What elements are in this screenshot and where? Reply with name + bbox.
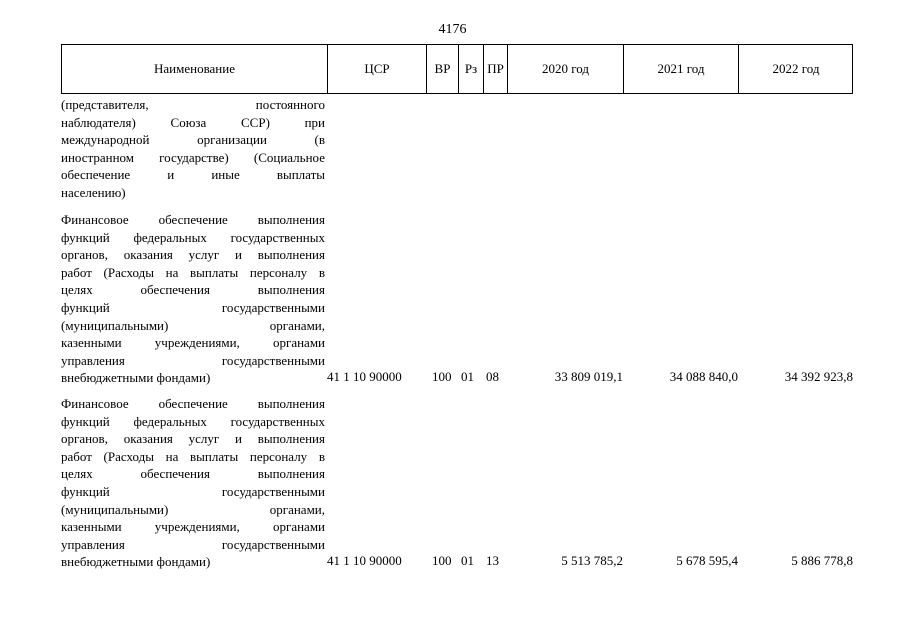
row-name (61, 211, 325, 387)
row-2020: 33 809 019,1 (554, 369, 623, 384)
name-line: внебюджетными фондами) (61, 554, 211, 570)
page-number: 4176 (438, 22, 467, 37)
row-2022: 5 886 778,8 (791, 553, 853, 568)
name-line: работ (Расходы на выплаты персоналу в (61, 264, 325, 280)
row-2021: 5 678 595,4 (676, 553, 738, 568)
name-line: целях обеспечения выполнения (61, 466, 325, 482)
name-line: управления государственными (61, 352, 325, 368)
row-2021: 34 088 840,0 (669, 369, 738, 384)
header-pr: ПР (484, 45, 508, 93)
name-line: целях обеспечения выполнения (61, 282, 325, 298)
name-line: казенными учреждениями, органами (61, 335, 325, 351)
row-2020: 5 513 785,2 (561, 553, 623, 568)
name-line: населению) (61, 184, 126, 200)
row-pr: 08 (486, 369, 499, 384)
row-csr: 41 1 10 90000 (327, 553, 402, 568)
name-line: Финансовое обеспечение выполнения (61, 396, 325, 411)
header-name: Наименование (62, 45, 328, 93)
name-line: функций федеральных государственных (61, 229, 325, 245)
row-rz: 01 (461, 553, 474, 568)
name-line: внебюджетными фондами) (61, 370, 211, 386)
name-line: Финансовое обеспечение выполнения (61, 212, 325, 227)
row-pr: 13 (486, 553, 499, 568)
header-csr: ЦСР (328, 45, 427, 93)
name-line: (муниципальными) органами, (61, 501, 325, 517)
row-name (61, 96, 325, 202)
name-line: международной организации (в (61, 132, 325, 148)
name-line: обеспечение и иные выплаты (61, 167, 325, 183)
row-2022: 34 392 923,8 (784, 369, 853, 384)
row-vr: 100 (432, 369, 452, 384)
name-line: наблюдателя) Союза ССР) при (61, 114, 325, 130)
header-2020: 2020 год (508, 45, 624, 93)
row-vr: 100 (432, 553, 452, 568)
name-line: функций федеральных государственных (61, 413, 325, 429)
header-vr: ВР (427, 45, 459, 93)
row-name (61, 395, 325, 571)
table-header (61, 44, 853, 94)
header-rz: Рз (459, 45, 484, 93)
name-line: органов, оказания услуг и выполнения (61, 247, 325, 263)
name-line: органов, оказания услуг и выполнения (61, 431, 325, 447)
name-line: управления государственными (61, 536, 325, 552)
name-line: функций государственными (61, 299, 325, 315)
row-rz: 01 (461, 369, 474, 384)
header-2021: 2021 год (624, 45, 739, 93)
header-2022: 2022 год (772, 61, 820, 76)
name-line: (муниципальными) органами, (61, 317, 325, 333)
name-line: функций государственными (61, 483, 325, 499)
row-csr: 41 1 10 90000 (327, 369, 402, 384)
name-line: (представителя, постоянного (61, 97, 325, 112)
name-line: казенными учреждениями, органами (61, 519, 325, 535)
name-line: работ (Расходы на выплаты персоналу в (61, 448, 325, 464)
name-line: иностранном государстве) (Социальное (61, 149, 325, 165)
